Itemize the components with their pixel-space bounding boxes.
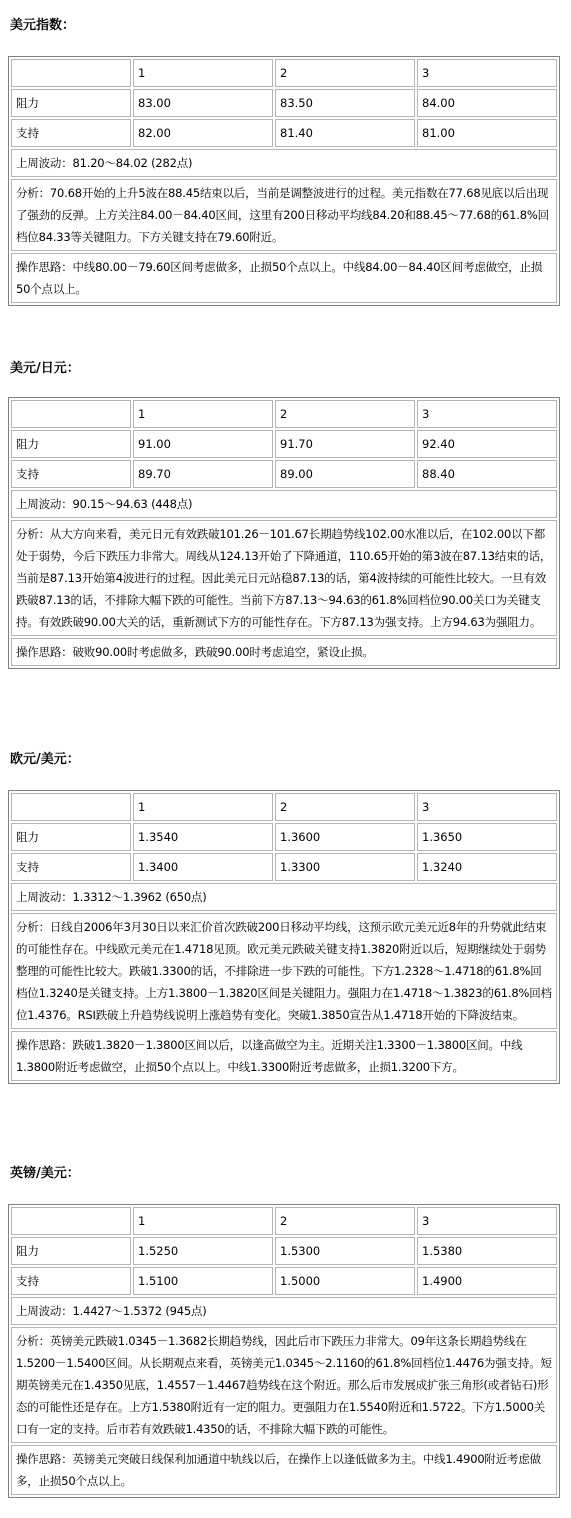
analysis-row <box>11 520 557 636</box>
header-row <box>11 1207 557 1235</box>
header-row <box>11 400 557 428</box>
value-cell: 1.5380 <box>417 1237 557 1265</box>
weekly-range: 上周波动：1.4427～1.5372 (945点) <box>11 1297 557 1325</box>
header-cell: 2 <box>275 793 415 821</box>
value-cell: 1.4900 <box>417 1267 557 1295</box>
analysis-text: 分析：70.68开始的上升5波在88.45结束以后，当前是调整波进行的过程。美元指数在77.68见底以后出现了强劲的反弹。上方关注84.00－84.40区间，这里有200日移动平均线84.20和88.45～77.68的61.8%回档位84.33等关键阻力。下方关键支持在79.60附近。 <box>11 179 557 251</box>
header-cell: 3 <box>417 400 557 428</box>
value-cell: 1.3650 <box>417 823 557 851</box>
analysis-text: 分析：英镑美元跌破1.0345－1.3682长期趋势线，因此后市下跌压力非常大。09年这条长期趋势线在1.5200－1.5400区间。从长期观点来看，英镑美元1.0345～2.1160的61.8%回档位1.4476为强支持。短期英镑美元在1.4350见底，1.4557－1.4467趋势线在这个附近。那么后市发展成扩张三角形(或者钻石)形态的可能性还是存在。上方1.5380附近有一定的阻力。更强阻力在1.5540附近和1.5722。下方1.5000关口有一定的支持。后市若有效跌破1.4350的话，不排除大幅下跌的可能性。 <box>11 1327 557 1443</box>
strategy-text: 操作思路：中线80.00－79.60区间考虑做多，止损50个点以上。中线84.00－84.40区间考虑做空，止损50个点以上。 <box>11 253 557 303</box>
table-row <box>11 823 557 851</box>
value-cell: 1.5250 <box>133 1237 273 1265</box>
value-cell: 1.3300 <box>275 853 415 881</box>
strategy-text: 操作思路：破败90.00时考虑做多，跌破90.00时考虑追空，紧设止损。 <box>11 638 557 666</box>
strategy-row <box>11 638 557 666</box>
value-cell: 91.00 <box>133 430 273 458</box>
row-label: 支持 <box>11 460 131 488</box>
section-title: 美元指数： <box>10 18 76 33</box>
header-cell: 3 <box>417 793 557 821</box>
value-cell: 92.40 <box>417 430 557 458</box>
value-cell: 83.50 <box>275 89 415 117</box>
strategy-row <box>11 253 557 303</box>
analysis-row <box>11 179 557 251</box>
value-cell: 81.40 <box>275 119 415 147</box>
header-cell: 2 <box>275 400 415 428</box>
data-table <box>8 397 560 669</box>
row-label: 支持 <box>11 1267 131 1295</box>
value-cell: 84.00 <box>417 89 557 117</box>
header-cell-empty <box>11 400 131 428</box>
section-title: 英镑/美元： <box>10 1166 80 1181</box>
header-cell: 3 <box>417 59 557 87</box>
row-label: 阻力 <box>11 1237 131 1265</box>
weekly-range-row <box>11 149 557 177</box>
header-cell: 1 <box>133 793 273 821</box>
section-title: 欧元/美元： <box>10 752 80 767</box>
table-row <box>11 430 557 458</box>
strategy-text: 操作思路：英镑美元突破日线保利加通道中轨线以后，在操作上以逢低做多为主。中线1.4900附近考虑做多，止损50个点以上。 <box>11 1445 557 1495</box>
strategy-text: 操作思路：跌破1.3820－1.3800区间以后，以逢高做空为主。近期关注1.3300－1.3800区间。中线1.3800附近考虑做空，止损50个点以上。中线1.3300附近考虑做多，止损1.3200下方。 <box>11 1031 557 1081</box>
value-cell: 89.00 <box>275 460 415 488</box>
weekly-range-row <box>11 1297 557 1325</box>
header-cell: 2 <box>275 1207 415 1235</box>
analysis-text: 分析：日线自2006年3月30日以来汇价首次跌破200日移动平均线，这预示欧元美元近8年的升势就此结束的可能性存在。中线欧元美元在1.4718见顶。欧元美元跌破关键支持1.3820附近以后，短期继续处于弱势整理的可能性比较大。跌破1.3300的话，不排除进一步下跌的可能性。下方1.2328～1.4718的61.8%回档位1.3240是关键支持。上方1.3800－1.3820区间是关键阻力。强阻力在1.4718～1.3823的61.8%回档位1.4376。RSI跌破上升趋势线说明上涨趋势有变化。突破1.3850宣告从1.4718开始的下降波结束。 <box>11 913 557 1029</box>
value-cell: 81.00 <box>417 119 557 147</box>
strategy-row <box>11 1445 557 1495</box>
table-row <box>11 1237 557 1265</box>
header-cell-empty <box>11 793 131 821</box>
header-cell: 1 <box>133 1207 273 1235</box>
row-label: 支持 <box>11 119 131 147</box>
value-cell: 88.40 <box>417 460 557 488</box>
value-cell: 1.5000 <box>275 1267 415 1295</box>
row-label: 支持 <box>11 853 131 881</box>
header-row <box>11 793 557 821</box>
header-cell-empty <box>11 1207 131 1235</box>
header-cell: 1 <box>133 400 273 428</box>
header-cell: 2 <box>275 59 415 87</box>
value-cell: 83.00 <box>133 89 273 117</box>
strategy-row <box>11 1031 557 1081</box>
value-cell: 1.5300 <box>275 1237 415 1265</box>
value-cell: 82.00 <box>133 119 273 147</box>
weekly-range-row <box>11 883 557 911</box>
header-cell: 3 <box>417 1207 557 1235</box>
table-row <box>11 119 557 147</box>
value-cell: 1.3600 <box>275 823 415 851</box>
weekly-range-row <box>11 490 557 518</box>
data-table <box>8 790 560 1084</box>
value-cell: 1.3400 <box>133 853 273 881</box>
analysis-row <box>11 913 557 1029</box>
value-cell: 1.3540 <box>133 823 273 851</box>
weekly-range: 上周波动：90.15～94.63 (448点) <box>11 490 557 518</box>
table-row <box>11 460 557 488</box>
analysis-text: 分析：从大方向来看，美元日元有效跌破101.26－101.67长期趋势线102.00水准以后，在102.00以下都处于弱势，今后下跌压力非常大。周线从124.13开始了下降通道，110.65开始的第3波在87.13结束的话，当前是87.13开始第4波进行的过程。因此美元日元站稳87.13的话，第4波持续的可能性比较大。一旦有效跌破87.13的话，不排除大幅下跌的可能性。当前下方87.13～94.63的61.8%回档位90.00关口为关键支持。有效跌破90.00大关的话，重新测试下方的可能性存在。下方87.13为强支持。上方94.63为强阻力。 <box>11 520 557 636</box>
value-cell: 1.5100 <box>133 1267 273 1295</box>
row-label: 阻力 <box>11 89 131 117</box>
table-row <box>11 89 557 117</box>
value-cell: 89.70 <box>133 460 273 488</box>
header-cell-empty <box>11 59 131 87</box>
table-row <box>11 1267 557 1295</box>
value-cell: 91.70 <box>275 430 415 458</box>
header-cell: 1 <box>133 59 273 87</box>
header-row <box>11 59 557 87</box>
data-table <box>8 1204 560 1498</box>
row-label: 阻力 <box>11 430 131 458</box>
table-row <box>11 853 557 881</box>
section-title: 美元/日元： <box>10 361 80 376</box>
value-cell: 1.3240 <box>417 853 557 881</box>
weekly-range: 上周波动：1.3312～1.3962 (650点) <box>11 883 557 911</box>
analysis-row <box>11 1327 557 1443</box>
weekly-range: 上周波动：81.20～84.02 (282点) <box>11 149 557 177</box>
data-table <box>8 56 560 306</box>
row-label: 阻力 <box>11 823 131 851</box>
